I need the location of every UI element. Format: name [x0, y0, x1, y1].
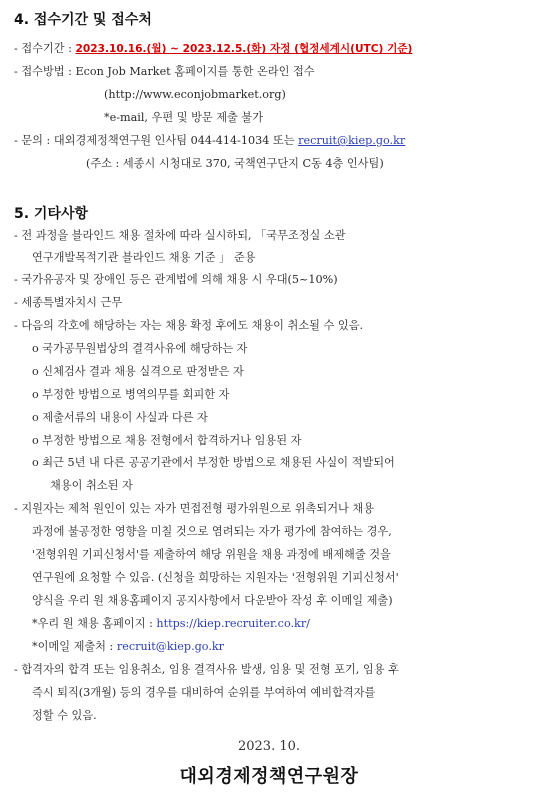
issue-date: 2023. 10. [237, 739, 301, 754]
method-line: - 접수방법 : Econ Job Market 홈페이지를 통한 온라인 접수 [14, 65, 315, 78]
item3: - 세종특별자치시 근무 [14, 296, 123, 309]
sub-item: o 신체검사 결과 채용 실격으로 판정받은 자 [32, 365, 244, 378]
sub-item: o 부정한 방법으로 병역의무를 회피한 자 [32, 388, 230, 401]
homepage-label: *우리 원 채용 홈페이지 : [32, 617, 157, 630]
item1-line1: - 전 과정을 블라인드 채용 절차에 따라 실시하되, 「국무조정실 소관 [14, 229, 346, 242]
organization-signature: 대외경제정책연구원장 [179, 766, 359, 787]
item5-line5: 양식을 우리 원 채용홈페이지 공지사항에서 다운받아 작성 후 이메일 제출) [32, 594, 393, 607]
contact-email-link[interactable]: recruit@kiep.go.kr [298, 134, 406, 147]
email-link[interactable]: recruit@kiep.go.kr [116, 640, 225, 653]
address-line: (주소 : 세종시 시청대로 370, 국책연구단지 C동 4층 인사팀) [86, 157, 384, 170]
email-line [32, 640, 224, 654]
section5-title: 5. 기타사항 [14, 206, 89, 222]
section4-title: 4. 접수기간 및 접수처 [14, 12, 152, 28]
item6-line2: 즉시 퇴직(3개월) 등의 경우를 대비하여 순위를 부여하여 예비합격자를 [32, 686, 376, 699]
item6-line1: - 합격자의 합격 또는 임용취소, 임용 결격사유 발생, 임용 및 전형 포기, 임용 후 [14, 663, 399, 676]
sub-item: o 부정한 방법으로 채용 전형에서 합격하거나 임용된 자 [32, 434, 302, 447]
sub-item: o 제출서류의 내용이 사실과 다른 자 [32, 411, 208, 424]
method-url[interactable]: (http://www.econjobmarket.org) [104, 88, 286, 101]
item6-line3: 정할 수 있음. [32, 709, 97, 722]
contact-line [14, 134, 405, 148]
sub-item-cont: 채용이 취소된 자 [50, 479, 133, 492]
item5-line2: 과정에 불공정한 영향을 미칠 것으로 염려되는 자가 평가에 참여하는 경우, [32, 525, 392, 538]
sub-item: o 국가공무원법상의 결격사유에 해당하는 자 [32, 342, 248, 355]
method-note: *e-mail, 우편 및 방문 제출 불가 [104, 111, 264, 124]
item5-line4: 연구원에 요청할 수 있음. (신청을 희망하는 지원자는 '전형위원 기피신청서' [32, 571, 399, 584]
contact-text: - 문의 : 대외경제정책연구원 인사팀 044-414-1034 또는 [14, 134, 299, 147]
item5-line1: - 지원자는 제척 원인이 있는 자가 면접전형 평가위원으로 위촉되거나 채용 [14, 502, 375, 515]
email-label: *이메일 제출처 : [32, 640, 117, 653]
sub-item: o 최근 5년 내 다른 공공기관에서 부정한 방법으로 채용된 사실이 적발되어 [32, 456, 395, 469]
item5-line3: '전형위원 기피신청서'를 제출하여 해당 위원을 채용 과정에 배제해줄 것을 [32, 548, 391, 561]
period-value: 2023.10.16.(월) ~ 2023.12.5.(화) 자정 (협정세계시(UTC) 기준) [75, 43, 413, 55]
item1-line2: 연구개발목적기관 블라인드 채용 기준 」 준용 [32, 251, 256, 264]
item4: - 다음의 각호에 해당하는 자는 채용 확정 후에도 채용이 취소될 수 있음. [14, 319, 364, 332]
period-label: - 접수기간 : [14, 42, 76, 55]
homepage-link[interactable]: https://kiep.recruiter.co.kr/ [156, 617, 310, 630]
period-line [14, 42, 412, 56]
homepage-line [32, 617, 310, 631]
item2: - 국가유공자 및 장애인 등은 관계법에 의해 채용 시 우대(5~10%) [14, 273, 338, 286]
